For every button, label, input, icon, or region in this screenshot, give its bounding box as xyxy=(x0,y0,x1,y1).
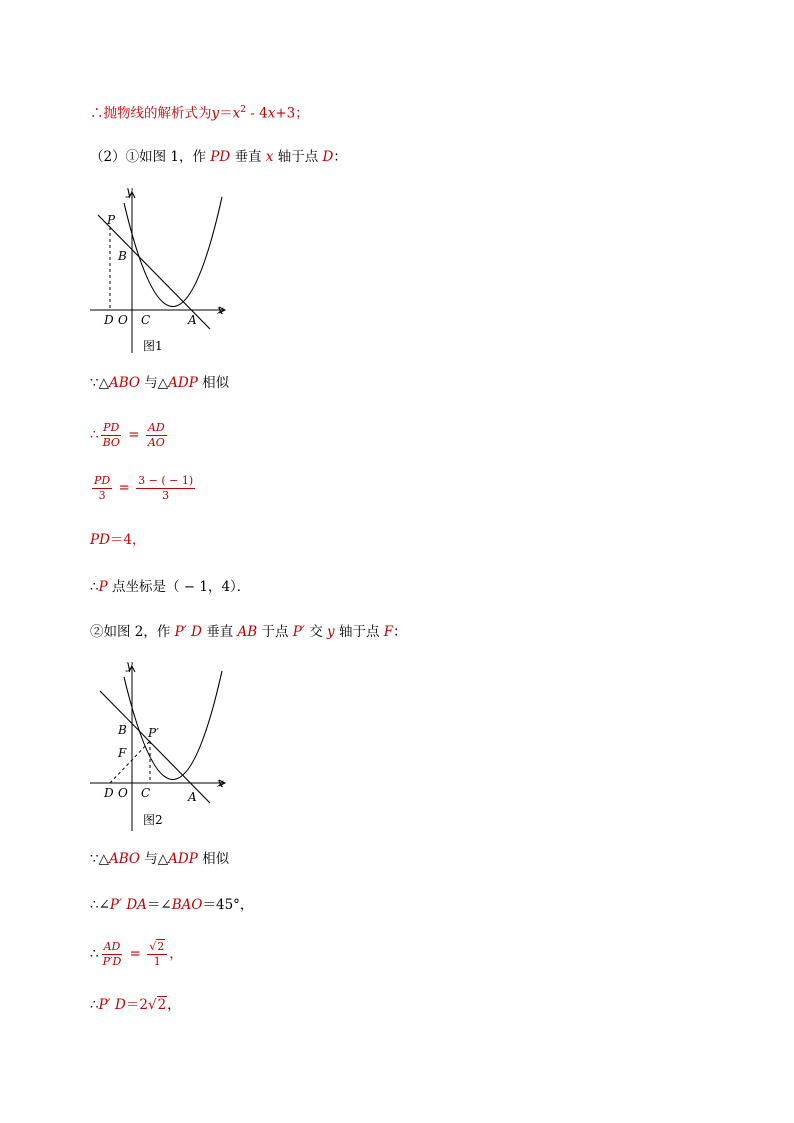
var-ab: AB xyxy=(237,624,258,640)
ratio-line-1 xyxy=(90,418,169,452)
fraction-ad-ao xyxy=(146,421,167,450)
text: ： xyxy=(393,624,407,640)
ratio-line-3 xyxy=(90,937,183,971)
denominator: 3 xyxy=(162,489,170,502)
text: ∴∠ xyxy=(90,897,110,913)
text: = xyxy=(125,946,146,962)
text: ∵△ xyxy=(90,375,109,391)
var-y: y xyxy=(211,105,220,122)
text: - 4 xyxy=(246,105,268,122)
var-ppd: P′ D xyxy=(174,624,202,640)
parabola-curve xyxy=(124,197,222,307)
denominator: 1 xyxy=(153,955,161,968)
var-adp: ADP xyxy=(168,375,198,391)
p-coordinate-line xyxy=(90,577,250,597)
var-f: F xyxy=(383,624,394,640)
label-d: D xyxy=(104,786,114,800)
label-b: B xyxy=(118,249,127,263)
label-o: O xyxy=(118,786,128,800)
label-a: A xyxy=(188,313,197,327)
figure-1 xyxy=(88,183,248,358)
label-c: C xyxy=(141,313,151,327)
text: ＝45°， xyxy=(202,897,254,913)
exponent: 2 xyxy=(240,105,246,115)
label-b: B xyxy=(118,723,127,737)
text: ∴抛物线的解析式为 xyxy=(90,105,212,122)
fraction-sqrt2-1 xyxy=(147,940,167,969)
text: ＝ xyxy=(219,105,233,122)
numerator: AD xyxy=(103,940,121,953)
var-pd: PD xyxy=(210,149,231,165)
text: 于点 xyxy=(257,624,293,640)
var-x: x xyxy=(267,105,276,122)
ratio-line-2 xyxy=(90,471,197,505)
text: 轴于点 xyxy=(273,149,323,165)
text: 相似 xyxy=(197,375,230,391)
text: ， xyxy=(169,946,183,962)
text: = xyxy=(114,480,135,496)
parabola-curve xyxy=(124,671,222,780)
label-a: A xyxy=(188,790,197,804)
var-bao: BAO xyxy=(171,897,203,913)
var-abo: ABO xyxy=(108,375,140,391)
sqrt-symbol: √2 xyxy=(149,940,165,953)
label-o: O xyxy=(118,313,128,327)
numerator: PD xyxy=(103,421,120,434)
var-y: y xyxy=(327,624,335,640)
var-pd: PD xyxy=(90,532,110,548)
text: ②如图 2，作 xyxy=(90,624,175,640)
text: 垂直 xyxy=(230,149,266,165)
ppd-value-line xyxy=(90,995,181,1015)
denominator: AO xyxy=(147,436,165,449)
fraction-value xyxy=(136,474,195,503)
text: 相似 xyxy=(197,851,230,867)
angle-line xyxy=(90,895,253,915)
denominator: 3 xyxy=(98,489,106,502)
text: 交 xyxy=(304,624,328,640)
label-y: y xyxy=(126,658,133,672)
label-c: C xyxy=(141,786,151,800)
denominator: BO xyxy=(102,436,120,449)
text: ， xyxy=(167,997,181,1013)
text: ＝2 xyxy=(125,997,148,1013)
text: ∴ xyxy=(90,427,99,443)
text: 与△ xyxy=(139,851,169,867)
text: 垂直 xyxy=(201,624,238,640)
var-d: D xyxy=(322,149,334,165)
var-abo: ABO xyxy=(108,851,140,867)
text: ＝∠ xyxy=(146,897,172,913)
similar-triangles-line-1 xyxy=(90,373,229,393)
fraction-pd-3 xyxy=(92,474,112,503)
dashed-dp xyxy=(110,741,150,783)
text: +3； xyxy=(275,105,309,122)
parabola-expression-line xyxy=(90,100,309,124)
label-pp: P′ xyxy=(148,726,159,740)
var-pp: P′ xyxy=(292,624,305,640)
text: （2）①如图 1，作 xyxy=(90,149,211,165)
numerator: AD xyxy=(147,421,165,434)
figure-2-caption: 图2 xyxy=(143,813,163,827)
sqrt-symbol: √2 xyxy=(147,997,167,1013)
numerator: PD xyxy=(94,474,111,487)
line-ab xyxy=(100,691,210,803)
fraction-ad-ppd xyxy=(101,940,124,969)
radicand: 2 xyxy=(157,940,165,953)
line-ab xyxy=(98,215,210,329)
text: ∵△ xyxy=(90,851,109,867)
text: ： xyxy=(333,149,347,165)
var-adp: ADP xyxy=(168,851,198,867)
fraction-pd-bo xyxy=(101,421,122,450)
part2-intro-line xyxy=(90,147,347,167)
label-y: y xyxy=(126,184,133,198)
radicand: 2 xyxy=(157,997,167,1013)
var-ppd: P′ D xyxy=(98,997,126,1013)
text: ∴ xyxy=(90,579,99,595)
numerator: 3 − ( − 1) xyxy=(138,474,194,487)
text: 与△ xyxy=(139,375,169,391)
label-x: x xyxy=(217,776,224,790)
label-p: P xyxy=(107,213,116,227)
label-f: F xyxy=(118,746,127,760)
text: = xyxy=(123,427,144,443)
denominator: P′D xyxy=(102,955,122,968)
text: ∴ xyxy=(90,997,99,1013)
text: 轴于点 xyxy=(334,624,384,640)
text: 点坐标是（ − 1，4）． xyxy=(107,579,251,595)
figure-1-caption: 图1 xyxy=(143,339,163,353)
var-x: x xyxy=(232,105,241,122)
text: ＝4， xyxy=(109,532,146,548)
text: ∴ xyxy=(90,946,99,962)
part2-second-intro-line xyxy=(90,622,407,642)
label-x: x xyxy=(217,303,224,317)
label-d: D xyxy=(104,313,114,327)
figure-2 xyxy=(88,657,248,832)
var-x: x xyxy=(265,149,274,165)
var-ppda: P′ DA xyxy=(109,897,147,913)
similar-triangles-line-2 xyxy=(90,849,229,869)
pd-value-line xyxy=(90,530,146,550)
var-p: P xyxy=(98,579,108,595)
